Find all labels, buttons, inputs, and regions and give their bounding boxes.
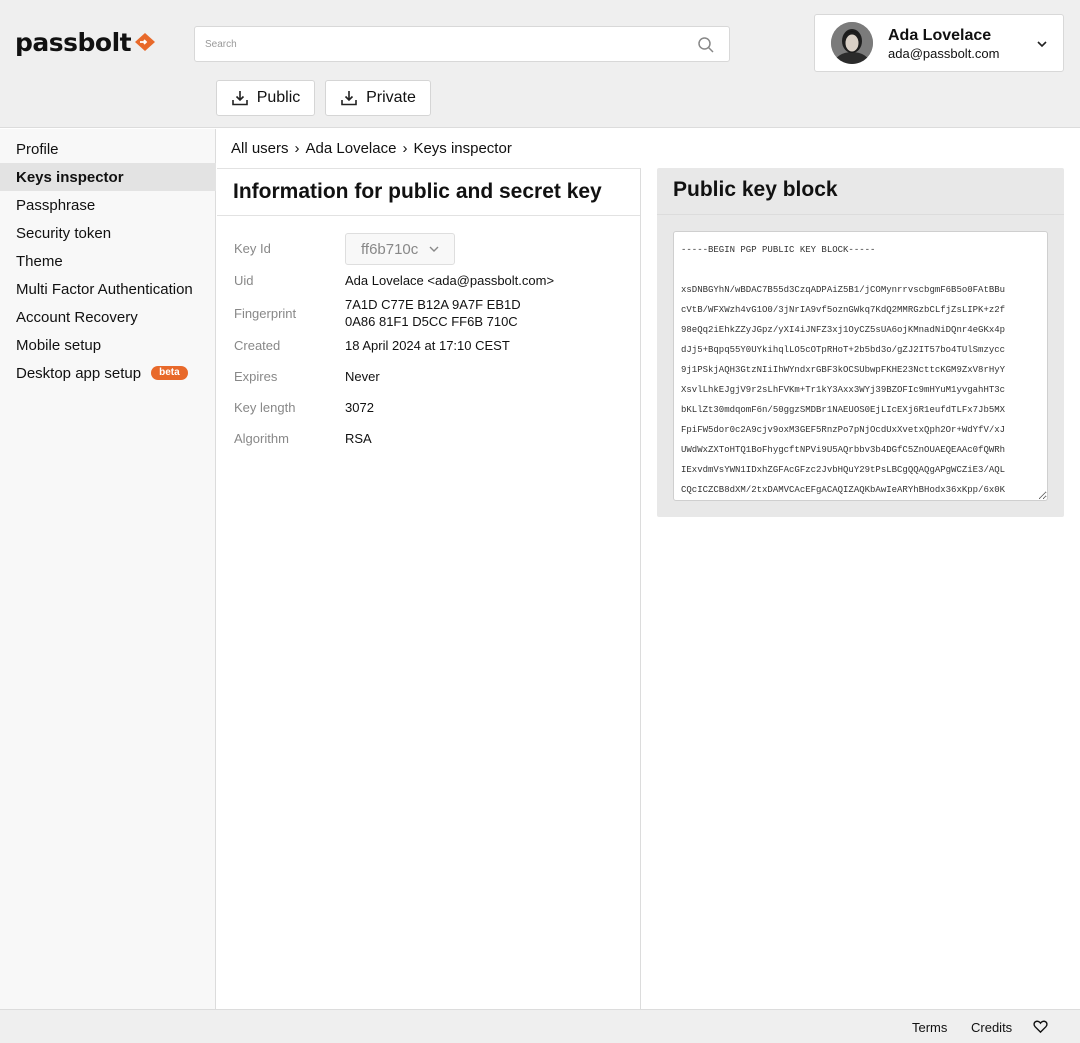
chevron-down-icon	[428, 243, 440, 255]
download-public-key-button[interactable]	[216, 80, 315, 116]
sidebar-item-theme[interactable]	[0, 247, 216, 275]
passbolt-logo[interactable]	[15, 27, 157, 57]
avatar	[831, 22, 873, 64]
sidebar-item-profile[interactable]	[0, 135, 216, 163]
sidebar-item-mfa[interactable]	[0, 275, 216, 303]
sidebar-item-label: Mobile setup	[16, 336, 102, 354]
breadcrumb-user[interactable]: Ada Lovelace	[305, 140, 397, 157]
user-profile-menu[interactable]	[814, 14, 1064, 72]
credits-link[interactable]: Credits	[971, 1020, 1013, 1035]
sidebar-item-label: Security token	[16, 224, 112, 242]
sidebar-item-label: Keys inspector	[16, 168, 124, 186]
sidebar-item-desktop-app-setup[interactable]	[0, 359, 216, 387]
key-id-select[interactable]	[345, 233, 455, 265]
created-value: 18 April 2024 at 17:10 CEST	[345, 338, 510, 353]
sidebar-item-passphrase[interactable]	[0, 191, 216, 219]
logo-mark-icon	[133, 30, 157, 54]
settings-sidebar	[0, 129, 216, 1009]
search-box[interactable]	[194, 26, 730, 62]
breadcrumb-current[interactable]: Keys inspector	[413, 140, 512, 157]
top-bar	[0, 0, 1080, 128]
uid-value: Ada Lovelace <ada@passbolt.com>	[345, 273, 555, 288]
key-id-value: ff6b710c	[361, 240, 419, 258]
breadcrumb-separator: ›	[402, 140, 408, 157]
sidebar-item-mobile-setup[interactable]	[0, 331, 216, 359]
search-input[interactable]	[195, 27, 729, 61]
terms-link[interactable]: Terms	[912, 1020, 948, 1035]
sidebar-item-account-recovery[interactable]	[0, 303, 216, 331]
breadcrumb-separator: ›	[294, 140, 300, 157]
sidebar-item-label: Multi Factor Authentication	[16, 280, 193, 298]
sidebar-item-label: Passphrase	[16, 196, 96, 214]
user-name: Ada Lovelace	[888, 27, 992, 44]
search-icon[interactable]	[697, 36, 715, 54]
created-label: Created	[234, 338, 281, 353]
user-email: ada@passbolt.com	[888, 46, 1000, 61]
breadcrumb-all-users[interactable]: All users	[231, 140, 289, 157]
fingerprint-label: Fingerprint	[234, 306, 297, 321]
algorithm-value: RSA	[345, 431, 372, 446]
sidebar-item-label: Profile	[16, 140, 59, 158]
chevron-down-icon[interactable]	[1035, 37, 1049, 51]
breadcrumb	[231, 140, 512, 157]
private-button-label: Private	[366, 89, 416, 106]
expires-label: Expires	[234, 369, 278, 384]
key-info-title: Information for public and secret key	[217, 169, 640, 216]
heart-icon[interactable]	[1033, 1019, 1048, 1034]
key-information-panel	[217, 168, 641, 1009]
download-icon	[231, 89, 249, 107]
algorithm-label: Algorithm	[234, 431, 289, 446]
sidebar-item-security-token[interactable]	[0, 219, 216, 247]
fingerprint-line-2: 0A86 81F1 D5CC FF6B 710C	[345, 314, 518, 329]
sidebar-item-label: Desktop app setup	[16, 364, 142, 382]
logo-text: passbolt	[15, 27, 132, 57]
key-length-value: 3072	[345, 400, 374, 415]
key-length-label: Key length	[234, 400, 296, 415]
public-key-textarea[interactable]: -----BEGIN PGP PUBLIC KEY BLOCK----- xsDNBGYhN/wBDAC7B55d3CzqADPAiZ5B1/jCOMynrrvscbgmF6B5o0FAtBBu cVtB/WFXWzh4vG1O0/3jNrIA9vf5oznGWkq7KdQ2MMRGzbCLfjZsLIPK+z2f 98eQq2iEhkZZyJGpz/yXI4iJNFZ3xj1OyCZ5sUA6ojKMnadNiDQnr4eGKx4p dJj5+Bqpq55Y0UYkihqlLO5cOTpRHoT+2b5bd3o/gZJ2IT57bo4TUlSmzycc 9j1PSkjAQH3GtzNIiIhWYndxrGBF3kOCSUbwpFKHE23NcttcKGM9ZxV8rHyY XsvlLhkEJgjV9r2sLhFVKm+Tr1kY3Axx3WYj39BZOFIc9mHYuM1yvgahHT3c bKLlZt30mdqomF6n/50ggzSMDBr1NAEUOS0EjLIcEXj6R1eufdTLFx7Jb5MX FpiFW5dor0c2A9cjv9oxM3GEF5RnzPo7pNjOcdUxXvetxQph2Or+WdYfV/xJ UWdWxZXToHTQ1BoFhygcftNPVi9U5AQrbbv3b4DGfC5ZnOUAEQEAAc0fQWRh IExvdmVsYWN1IDxhZGFAcGFzc2JvbHQuY29tPsLBCgQQAQgAPgWCZiE3/AQL CQcICZCB8dXM/2txDAMVCAcEFgACAQIZAQKbAwIeARYhBHodx36xKpp/6x0K	[673, 231, 1048, 501]
public-key-title: Public key block	[657, 168, 1064, 215]
sidebar-item-label: Account Recovery	[16, 308, 138, 326]
download-icon	[340, 89, 358, 107]
download-private-key-button[interactable]	[325, 80, 431, 116]
public-key-panel	[657, 168, 1064, 517]
expires-value: Never	[345, 369, 380, 384]
fingerprint-line-1: 7A1D C77E B12A 9A7F EB1D	[345, 297, 521, 312]
uid-label: Uid	[234, 273, 254, 288]
footer	[0, 1009, 1080, 1043]
sidebar-item-label: Theme	[16, 252, 63, 270]
sidebar-item-keys-inspector[interactable]	[0, 163, 216, 191]
key-id-label: Key Id	[234, 241, 271, 256]
beta-badge: beta	[151, 366, 188, 380]
public-button-label: Public	[256, 89, 301, 106]
